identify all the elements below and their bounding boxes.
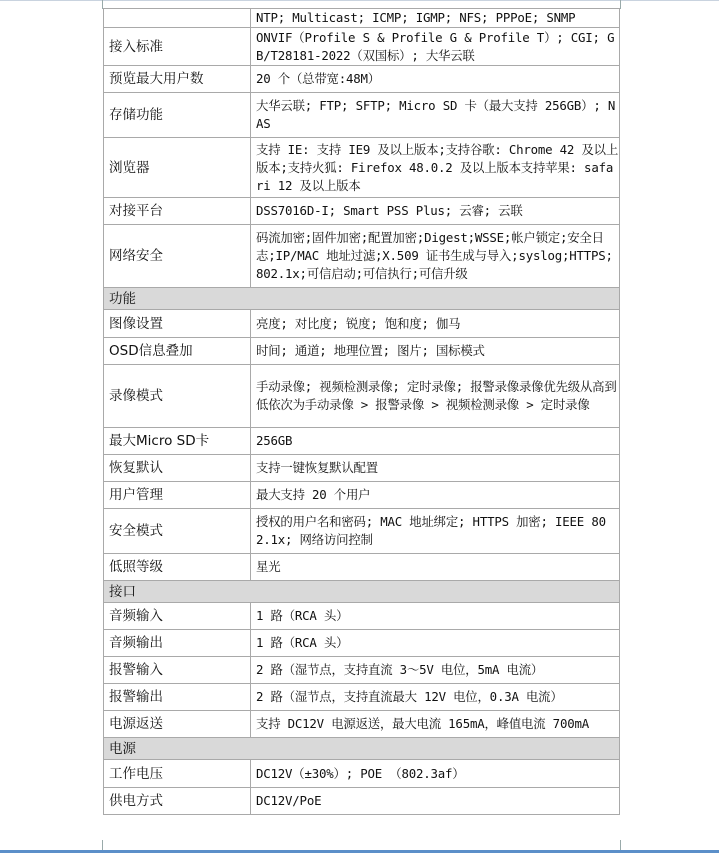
table-row [104, 760, 620, 788]
spec-table [103, 8, 620, 815]
row-label: 预览最大用户数 [104, 66, 251, 93]
row-label: 电源返送 [104, 711, 251, 738]
page-top-border [0, 0, 719, 1]
row-label: 最大Micro SD卡 [104, 428, 251, 455]
table-row [104, 455, 620, 482]
row-label: 报警输入 [104, 657, 251, 684]
section-title: 电源 [104, 738, 620, 760]
row-label: 用户管理 [104, 482, 251, 509]
margin-mark-bottom-right [620, 840, 631, 850]
row-value: 时间; 通道; 地理位置; 图片; 国标模式 [251, 338, 620, 365]
table-row [104, 138, 620, 198]
row-label: 恢复默认 [104, 455, 251, 482]
row-value: 2 路（湿节点，支持直流最大 12V 电位，0.3A 电流） [251, 684, 620, 711]
table-row [104, 603, 620, 630]
row-value: 授权的用户名和密码; MAC 地址绑定; HTTPS 加密; IEEE 802.1x; 网络访问控制 [251, 509, 620, 554]
row-value: DSS7016D-I; Smart PSS Plus; 云睿; 云联 [251, 198, 620, 225]
section-header [104, 581, 620, 603]
row-label: 低照等级 [104, 554, 251, 581]
table-row [104, 657, 620, 684]
row-label: 供电方式 [104, 788, 251, 815]
table-row [104, 225, 620, 288]
row-label: 浏览器 [104, 138, 251, 198]
row-label: 报警输出 [104, 684, 251, 711]
table-row [104, 630, 620, 657]
table-row [104, 711, 620, 738]
section-header [104, 738, 620, 760]
row-value: NTP; Multicast; ICMP; IGMP; NFS; PPPoE; SNMP [251, 9, 620, 28]
row-value: 码流加密;固件加密;配置加密;Digest;WSSE;帐户锁定;安全日志;IP/MAC 地址过滤;X.509 证书生成与导入;syslog;HTTPS;802.1x;可信启动;可信执行;可信升级 [251, 225, 620, 288]
row-label: 安全模式 [104, 509, 251, 554]
margin-mark-top-right [620, 0, 631, 9]
row-value: 亮度; 对比度; 锐度; 饱和度; 伽马 [251, 310, 620, 338]
row-value: 最大支持 20 个用户 [251, 482, 620, 509]
row-value: DC12V/PoE [251, 788, 620, 815]
row-label: 工作电压 [104, 760, 251, 788]
row-label: 网络安全 [104, 225, 251, 288]
table-row [104, 338, 620, 365]
table-row [104, 365, 620, 428]
section-title: 功能 [104, 288, 620, 310]
row-value: 2 路（湿节点，支持直流 3～5V 电位，5mA 电流） [251, 657, 620, 684]
margin-mark-top-left [92, 0, 103, 9]
row-value: 1 路（RCA 头） [251, 603, 620, 630]
table-row [104, 9, 620, 28]
table-row [104, 684, 620, 711]
row-label: 存储功能 [104, 93, 251, 138]
table-row [104, 310, 620, 338]
row-value: 20 个（总带宽:48M） [251, 66, 620, 93]
row-value: 手动录像; 视频检测录像; 定时录像; 报警录像录像优先级从高到低依次为手动录像 > 报警录像 > 视频检测录像 > 定时录像 [251, 365, 620, 428]
row-label: OSD信息叠加 [104, 338, 251, 365]
table-row [104, 28, 620, 66]
row-value: 星光 [251, 554, 620, 581]
row-label: 对接平台 [104, 198, 251, 225]
table-row [104, 66, 620, 93]
table-row [104, 198, 620, 225]
row-label: 音频输出 [104, 630, 251, 657]
table-row [104, 509, 620, 554]
row-label [104, 9, 251, 28]
table-row [104, 788, 620, 815]
section-header [104, 288, 620, 310]
row-label: 接入标准 [104, 28, 251, 66]
row-value: 大华云联; FTP; SFTP; Micro SD 卡（最大支持 256GB）; NAS [251, 93, 620, 138]
row-value: DC12V（±30%）; POE （802.3af） [251, 760, 620, 788]
row-value: 1 路（RCA 头） [251, 630, 620, 657]
row-label: 图像设置 [104, 310, 251, 338]
row-value: 支持一键恢复默认配置 [251, 455, 620, 482]
row-label: 录像模式 [104, 365, 251, 428]
row-value: ONVIF（Profile S & Profile G & Profile T）; CGI; GB/T28181-2022（双国标）; 大华云联 [251, 28, 620, 66]
table-row [104, 93, 620, 138]
row-value: 支持 IE: 支持 IE9 及以上版本;支持谷歌: Chrome 42 及以上版本;支持火狐: Firefox 48.0.2 及以上版本支持苹果: safari 12 及以上版本 [251, 138, 620, 198]
row-value: 256GB [251, 428, 620, 455]
margin-mark-bottom-left [92, 840, 103, 850]
table-row [104, 428, 620, 455]
table-row [104, 554, 620, 581]
row-value: 支持 DC12V 电源返送，最大电流 165mA，峰值电流 700mA [251, 711, 620, 738]
row-label: 音频输入 [104, 603, 251, 630]
section-title: 接口 [104, 581, 620, 603]
table-row [104, 482, 620, 509]
